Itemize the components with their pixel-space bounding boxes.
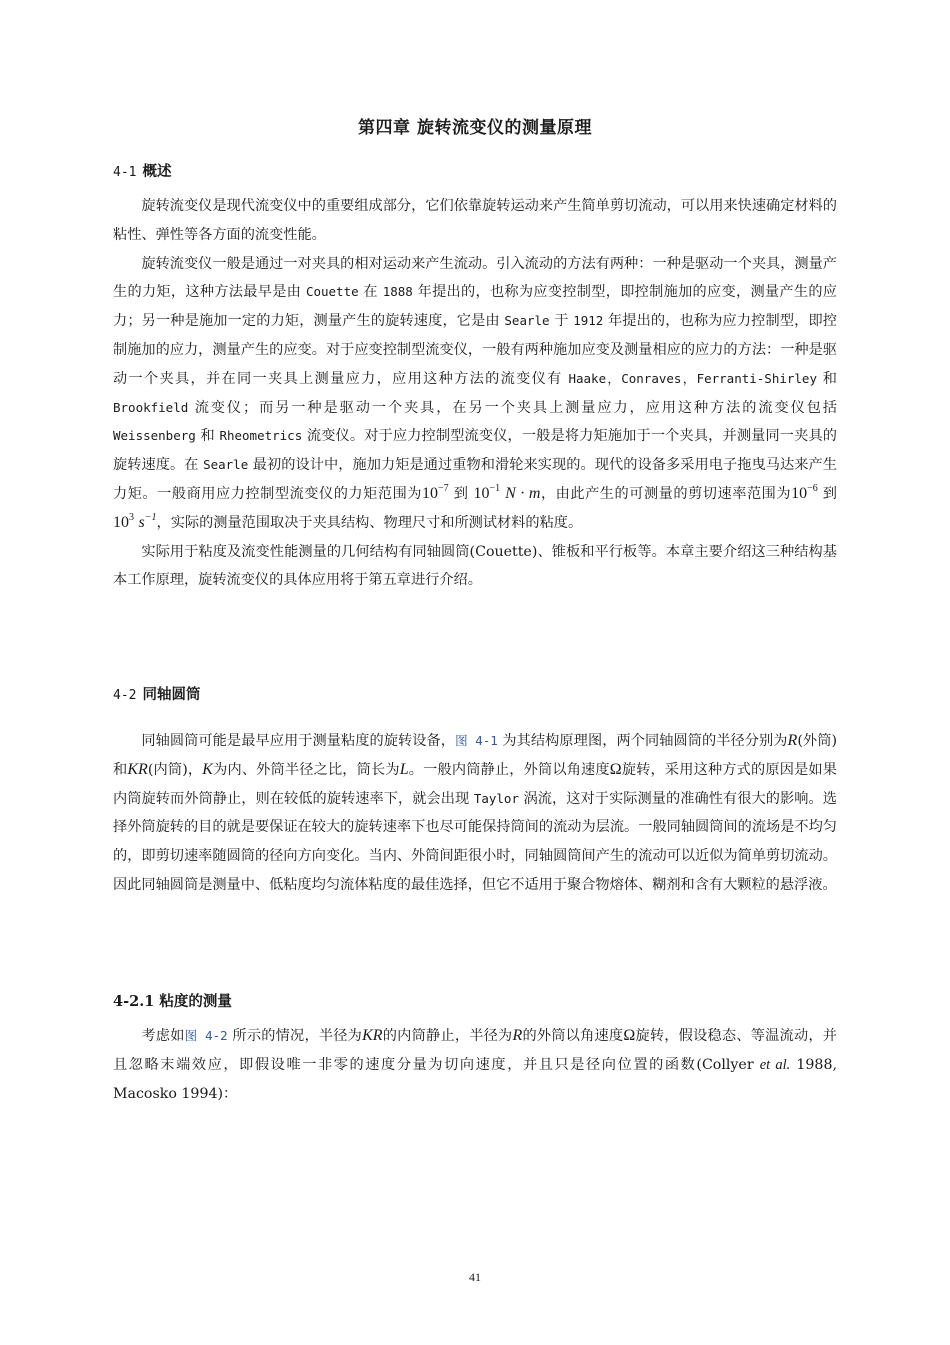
torque-unit: N · m (505, 484, 541, 502)
rate-max: $10^3$ (113, 511, 134, 531)
symbol-R: R (787, 732, 798, 749)
torque-min: $10^{-7}$ (422, 482, 449, 502)
section-heading-overview (113, 160, 171, 181)
symbol-KR: KR (127, 760, 148, 778)
symbol-K: K (202, 760, 213, 778)
symbol-KR-2: KR (362, 1027, 383, 1044)
symbol-omega-2: Ω (623, 1027, 636, 1044)
name-couette: Couette (305, 284, 359, 300)
section-coaxial-body (113, 727, 837, 900)
symbol-R-2: R (512, 1027, 523, 1044)
subsection-viscosity-body (113, 1022, 837, 1108)
paragraph-methods: 旋转流变仪一般是通过一对夹具的相对运动来产生流动。引入流动的方法有两种：一种是驱动一个夹具，测量产生的力矩，这种方法最早是由 Couette 在 1888 年提出的，也称为应变控制型，即控制施加的应变，测量产生的应力；另一种是施加一定的力矩，测量产生的旋转速度，它是由 Searle 于 1912 年提出的，也称为应力控制型，即控制施加的应力，测量产生的应变。对于应变控制型流变仪，一般有两种施加应变及测量相应的应力的方法：一种是驱动一个夹具，并在同一夹具上测量应力，应用这种方法的流变仪有 Haake，Conraves，Ferranti-Shirley 和 Brookfield 流变仪；而另一种是驱动一个夹具，在另一个夹具上测量应力，应用这种方法的流变仪包括 Weissenberg 和 Rheometrics 流变仪。对于应力控制型流变仪，一般是将力矩施加于一个夹具，并测量同一夹具的旋转速度。在 Searle 最初的设计中，施加力矩是通过重物和滑轮来实现的。现代的设备多采用电子拖曳马达来产生力矩。一般商用应力控制型流变仪的力矩范围为$10^{-7}$ 到 $10^{-1}$ N · m，由此产生的可测量的剪切速率范围为$10^{-6}$ 到 $10^3$ $s^{-1}$，实际的测量范围取决于夹具结构、物理尺寸和所测试材料的粘度。 (113, 255, 837, 531)
section-number: 4-1 (113, 165, 137, 180)
instrument-brands: Haake，Conraves，Ferranti-Shirley (568, 370, 817, 386)
section-heading-coaxial (113, 683, 200, 704)
figure-link-4-2[interactable]: 图 4-2 (184, 1028, 228, 1043)
figure-link-4-1[interactable]: 图 4-1 (455, 733, 498, 748)
name-brookfield: Brookfield (113, 399, 189, 415)
paragraph-geometries: 实际用于粘度及流变性能测量的几何结构有同轴圆筒(Couette)、锥板和平行板等。本章主要介绍这三种结构基本工作原理，旋转流变仪的具体应用将于第五章进行介绍。 (113, 543, 837, 589)
rate-unit: $s^{-1}$ (138, 511, 157, 531)
section-number: 4-2 (113, 688, 137, 703)
name-searle: Searle (504, 313, 550, 329)
subsection-heading-viscosity: 4-2.1 粘度的测量 (113, 993, 232, 1010)
section-title: 概述 (142, 163, 172, 180)
name-weissenberg: Weissenberg (113, 428, 196, 444)
name-taylor: Taylor (473, 790, 519, 806)
section-title: 同轴圆筒 (142, 686, 201, 703)
symbol-L: L (399, 760, 409, 778)
paragraph-viscosity: 考虑如图 4-2 所示的情况，半径为KR的内筒静止，半径为R的外筒以角速度Ω旋转，假设稳态、等温流动，并且忽略末端效应，即假设唯一非零的速度分量为切向速度，并且只是径向位置的函数(Collyer et al. 1988, Macosko 1994)： (113, 1027, 837, 1102)
name-searle-2: Searle (203, 457, 249, 473)
page-number: 41 (469, 1270, 481, 1284)
symbol-omega: Ω (609, 760, 622, 778)
torque-max: $10^{-1}$ (473, 482, 501, 502)
name-rheometrics: Rheometrics (219, 428, 303, 444)
rate-min: $10^{-6}$ (791, 482, 818, 502)
chapter-title: 第四章 旋转流变仪的测量原理 (358, 118, 592, 138)
citation-et-al: et al. (759, 1056, 791, 1073)
year-1888: 1888 (382, 284, 413, 300)
year-1912: 1912 (573, 313, 604, 329)
section-overview-body (113, 192, 837, 595)
paragraph-intro: 旋转流变仪是现代流变仪中的重要组成部分，它们依靠旋转运动来产生简单剪切流动，可以用来快速确定材料的粘性、弹性等各方面的流变性能。 (113, 198, 837, 243)
paragraph-coaxial: 同轴圆筒可能是最早应用于测量粘度的旋转设备，图 4-1 为其结构原理图，两个同轴圆筒的半径分别为R(外筒)和KR(内筒)，K为内、外筒半径之比，筒长为L。一般内筒静止，外筒以角速度Ω旋转，采用这种方式的原因是如果内筒旋转而外筒静止，则在较低的旋转速率下，就会出现 Taylor 涡流，这对于实际测量的准确性有很大的影响。选择外筒旋转的目的就是要保证在较大的旋转速率下也尽可能保持筒间的流动为层流。一般同轴圆筒间的流场是不均匀的，即剪切速率随圆筒的径向方向变化。当内、外筒间距很小时，同轴圆筒间产生的流动可以近似为简单剪切流动。因此同轴圆筒是测量中、低粘度均匀流体粘度的最佳选择，但它不适用于聚合物熔体、糊剂和含有大颗粒的悬浮液。 (113, 732, 837, 893)
